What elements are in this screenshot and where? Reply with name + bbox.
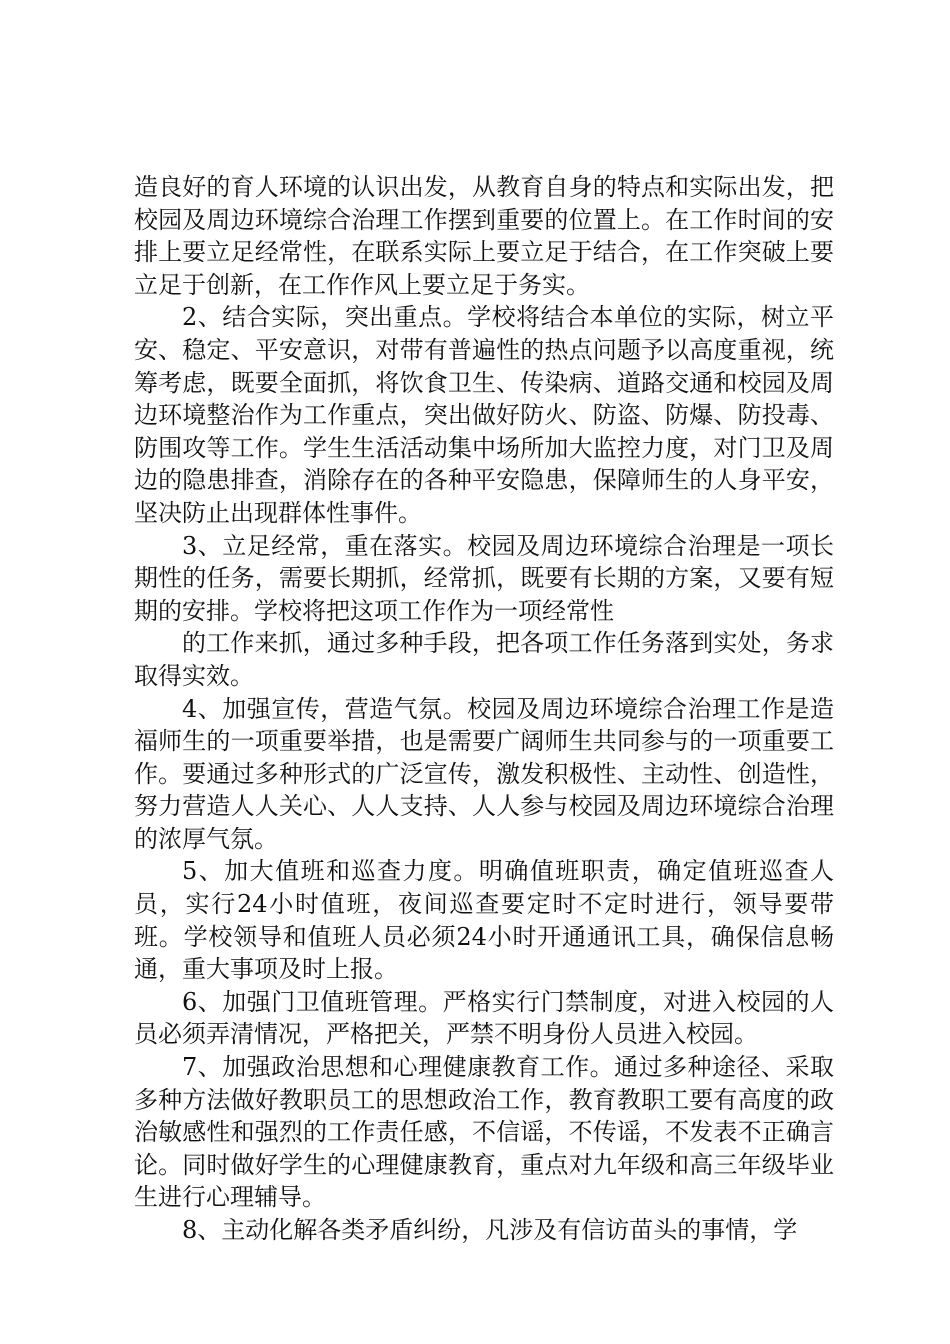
paragraph-item-6: 6、加强门卫值班管理。严格实行门禁制度，对进入校园的人员必须弄清情况，严格把关，严禁不明身份人员进入校园。 <box>134 987 834 1049</box>
document-page <box>134 171 834 1247</box>
paragraph-item-8: 8、主动化解各类矛盾纠纷，凡涉及有信访苗头的事情，学 <box>182 1216 798 1244</box>
paragraph-item-4: 4、加强宣传，营造气氛。校园及周边环境综合治理工作是造福师生的一项重要举措，也是需要广阔师生共同参与的一项重要工作。要通过多种形式的广泛宣传，激发积极性、主动性、创造性，努力营造人人关心、人人支持、人人参与校园及周边环境综合治理的浓厚气氛。 <box>134 694 834 853</box>
paragraph-item-7: 7、加强政治思想和心理健康教育工作。通过多种途径、采取多种方法做好教职员工的思想政治工作，教育教职工要有高度的政治敏感性和强烈的工作责任感，不信谣，不传谣，不发表不正确言论。同时做好学生的心理健康教育，重点对九年级和高三年级毕业生进行心理辅导。 <box>134 1053 834 1212</box>
paragraph-intro-continued: 造良好的育人环境的认识出发，从教育自身的特点和实际出发，把校园及周边环境综合治理工作摆到重要的位置上。在工作时间的安排上要立足经常性，在联系实际上要立足于结合，在工作突破上要立足于创新，在工作作风上要立足于务实。 <box>134 173 834 299</box>
paragraph-item-3-continued: 的工作来抓，通过多种手段，把各项工作任务落到实处，务求取得实效。 <box>134 629 834 690</box>
paragraph-item-2: 2、结合实际，突出重点。学校将结合本单位的实际，树立平安、稳定、平安意识，对带有普遍性的热点问题予以高度重视，统筹考虑，既要全面抓，将饮食卫生、传染病、道路交通和校园及周边环境整治作为工作重点，突出做好防火、防盗、防爆、防投毒、防围攻等工作。学生生活活动集中场所加大监控力度，对门卫及周边的隐患排查，消除存在的各种平安隐患，保障师生的人身平安，坚决防止出现群体性事件。 <box>134 303 834 527</box>
paragraph-item-5: 5、加大值班和巡查力度。明确值班职责，确定值班巡查人员，实行24小时值班，夜间巡查要定时不定时进行，领导要带班。学校领导和值班人员必须24小时开通通讯工具，确保信息畅通，重大事项及时上报。 <box>134 857 834 984</box>
paragraph-item-3: 3、立足经常，重在落实。校园及周边环境综合治理是一项长期性的任务，需要长期抓，经常抓，既要有长期的方案，又要有短期的安排。学校将把这项工作作为一项经常性 <box>134 531 834 625</box>
